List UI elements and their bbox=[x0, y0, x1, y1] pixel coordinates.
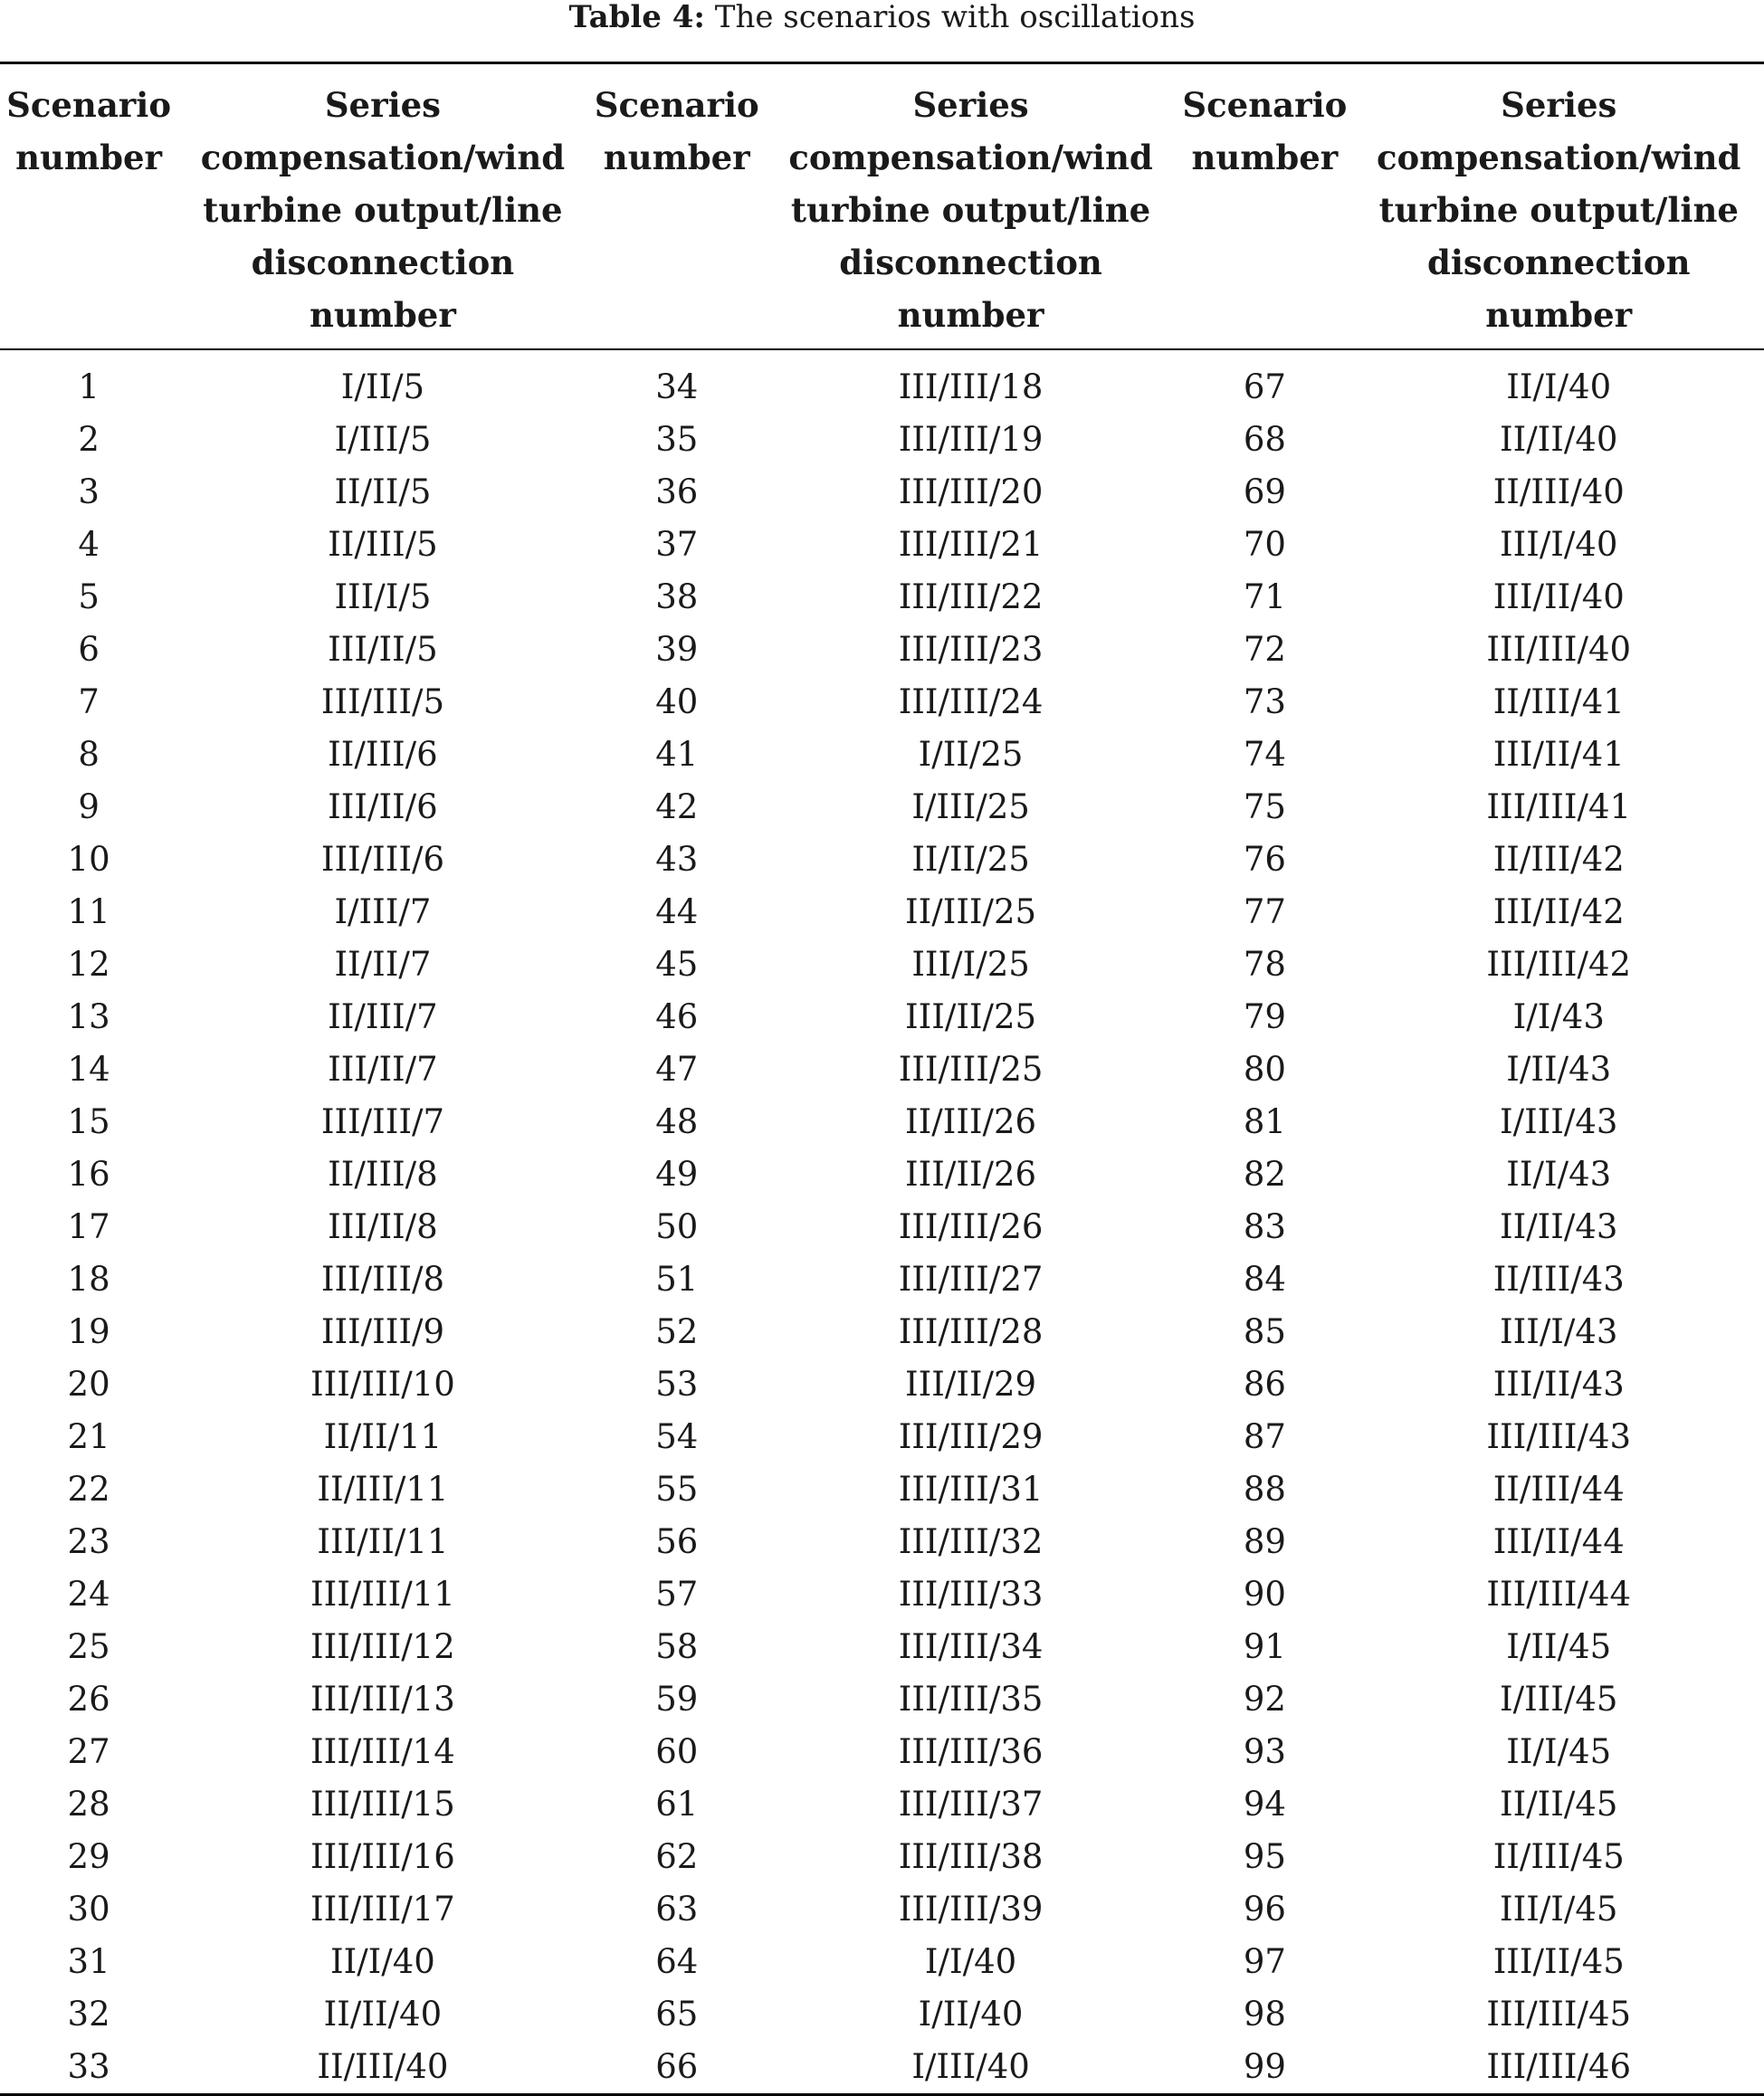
configuration-cell: II/III/11 bbox=[317, 1470, 449, 1509]
scenario-number-cell: 64 bbox=[655, 1942, 699, 1981]
scenario-number-cell: 76 bbox=[1243, 840, 1286, 879]
scenario-number-cell: 82 bbox=[1243, 1155, 1286, 1194]
table-caption bbox=[0, 0, 1764, 36]
table-row bbox=[0, 1253, 1764, 1306]
table-row bbox=[0, 1988, 1764, 2041]
header-series-compensation-1: Series compensation/wind turbine output/line disconnection number bbox=[200, 85, 566, 335]
table-row bbox=[0, 1673, 1764, 1726]
configuration-cell: II/III/6 bbox=[328, 735, 438, 774]
configuration-cell: I/II/43 bbox=[1506, 1050, 1612, 1089]
configuration-cell: III/III/19 bbox=[898, 420, 1044, 459]
configuration-cell: III/III/8 bbox=[320, 1260, 444, 1299]
scenario-number-cell: 4 bbox=[78, 525, 100, 564]
scenario-number-cell: 97 bbox=[1243, 1942, 1286, 1981]
scenario-number-cell: 62 bbox=[655, 1837, 699, 1876]
table-row bbox=[0, 1726, 1764, 1778]
scenario-number-cell: 75 bbox=[1243, 787, 1286, 826]
configuration-cell: III/II/43 bbox=[1492, 1365, 1625, 1404]
configuration-cell: II/III/42 bbox=[1492, 840, 1625, 879]
configuration-cell: III/III/26 bbox=[898, 1207, 1044, 1246]
scenario-number-cell: 30 bbox=[67, 1890, 110, 1929]
scenario-number-cell: 83 bbox=[1243, 1207, 1286, 1246]
configuration-cell: II/I/43 bbox=[1506, 1155, 1612, 1194]
table-row bbox=[0, 1568, 1764, 1621]
scenario-number-cell: 74 bbox=[1243, 735, 1286, 774]
scenario-number-cell: 14 bbox=[67, 1050, 110, 1089]
table-row bbox=[0, 466, 1764, 519]
configuration-cell: II/III/40 bbox=[317, 2047, 449, 2086]
configuration-cell: III/I/25 bbox=[911, 945, 1030, 984]
configuration-cell: III/III/32 bbox=[898, 1522, 1044, 1561]
table-row bbox=[0, 2041, 1764, 2095]
configuration-cell: II/III/26 bbox=[905, 1102, 1037, 1141]
scenario-number-cell: 1 bbox=[78, 367, 100, 406]
scenario-number-cell: 73 bbox=[1243, 682, 1286, 721]
configuration-cell: III/III/27 bbox=[898, 1260, 1044, 1299]
table-row bbox=[0, 1043, 1764, 1096]
configuration-cell: III/III/6 bbox=[320, 840, 444, 879]
configuration-cell: I/II/45 bbox=[1506, 1627, 1612, 1666]
scenario-number-cell: 55 bbox=[655, 1470, 699, 1509]
table-row bbox=[0, 729, 1764, 781]
scenario-number-cell: 42 bbox=[655, 787, 699, 826]
scenario-number-cell: 60 bbox=[655, 1732, 699, 1771]
configuration-cell: III/III/44 bbox=[1486, 1575, 1632, 1614]
scenario-number-cell: 17 bbox=[67, 1207, 110, 1246]
configuration-cell: II/III/45 bbox=[1492, 1837, 1625, 1876]
configuration-cell: III/III/33 bbox=[898, 1575, 1044, 1614]
configuration-cell: I/II/5 bbox=[340, 367, 425, 406]
scenario-number-cell: 79 bbox=[1243, 997, 1286, 1036]
scenario-number-cell: 69 bbox=[1243, 472, 1286, 511]
configuration-cell: III/II/26 bbox=[905, 1155, 1037, 1194]
table-row bbox=[0, 571, 1764, 624]
table-row bbox=[0, 1778, 1764, 1831]
configuration-cell: II/II/40 bbox=[323, 1995, 443, 2034]
table-row bbox=[0, 1358, 1764, 1411]
configuration-cell: III/III/45 bbox=[1486, 1995, 1632, 2034]
configuration-cell: I/III/5 bbox=[334, 420, 432, 459]
scenario-number-cell: 48 bbox=[655, 1102, 699, 1141]
scenario-number-cell: 56 bbox=[655, 1522, 699, 1561]
scenario-number-cell: 20 bbox=[67, 1365, 110, 1404]
configuration-cell: III/III/38 bbox=[898, 1837, 1044, 1876]
header-row bbox=[0, 63, 1764, 350]
scenario-number-cell: 88 bbox=[1243, 1470, 1286, 1509]
scenario-number-cell: 78 bbox=[1243, 945, 1286, 984]
scenario-number-cell: 77 bbox=[1243, 892, 1286, 931]
configuration-cell: II/II/45 bbox=[1499, 1785, 1618, 1824]
scenario-number-cell: 24 bbox=[67, 1575, 110, 1614]
configuration-cell: III/I/5 bbox=[334, 577, 432, 616]
scenario-number-cell: 18 bbox=[67, 1260, 110, 1299]
scenario-number-cell: 28 bbox=[67, 1785, 110, 1824]
table-row bbox=[0, 1411, 1764, 1463]
configuration-cell: III/III/35 bbox=[898, 1680, 1044, 1719]
scenario-number-cell: 34 bbox=[655, 367, 699, 406]
configuration-cell: III/II/6 bbox=[328, 787, 438, 826]
scenario-number-cell: 15 bbox=[67, 1102, 110, 1141]
scenario-number-cell: 52 bbox=[655, 1312, 699, 1351]
configuration-cell: III/III/18 bbox=[898, 367, 1044, 406]
configuration-cell: II/III/41 bbox=[1492, 682, 1625, 721]
configuration-cell: III/I/43 bbox=[1499, 1312, 1618, 1351]
scenario-number-cell: 29 bbox=[67, 1837, 110, 1876]
configuration-cell: I/II/40 bbox=[918, 1995, 1024, 2034]
scenario-number-cell: 93 bbox=[1243, 1732, 1286, 1771]
configuration-cell: III/III/22 bbox=[898, 577, 1044, 616]
table-row bbox=[0, 1621, 1764, 1673]
configuration-cell: III/II/45 bbox=[1492, 1942, 1625, 1981]
table-row bbox=[0, 1463, 1764, 1516]
scenario-number-cell: 37 bbox=[655, 525, 699, 564]
table-row bbox=[0, 1883, 1764, 1936]
table-row bbox=[0, 519, 1764, 571]
scenario-number-cell: 41 bbox=[655, 735, 699, 774]
configuration-cell: III/III/31 bbox=[898, 1470, 1044, 1509]
configuration-cell: II/I/40 bbox=[1506, 367, 1612, 406]
table-row bbox=[0, 781, 1764, 834]
scenario-number-cell: 10 bbox=[67, 840, 110, 879]
table-body bbox=[0, 349, 1764, 2095]
scenario-number-cell: 21 bbox=[67, 1417, 110, 1456]
scenario-number-cell: 89 bbox=[1243, 1522, 1286, 1561]
scenario-number-cell: 85 bbox=[1243, 1312, 1286, 1351]
scenario-number-cell: 92 bbox=[1243, 1680, 1286, 1719]
configuration-cell: I/I/40 bbox=[924, 1942, 1017, 1981]
configuration-cell: I/III/40 bbox=[911, 2047, 1030, 2086]
scenario-number-cell: 12 bbox=[67, 945, 110, 984]
scenario-number-cell: 54 bbox=[655, 1417, 699, 1456]
configuration-cell: III/III/7 bbox=[320, 1102, 444, 1141]
configuration-cell: III/II/42 bbox=[1492, 892, 1625, 931]
scenario-number-cell: 3 bbox=[78, 472, 100, 511]
scenario-number-cell: 47 bbox=[655, 1050, 699, 1089]
scenario-number-cell: 38 bbox=[655, 577, 699, 616]
configuration-cell: III/III/12 bbox=[310, 1627, 455, 1666]
scenario-number-cell: 57 bbox=[655, 1575, 699, 1614]
configuration-cell: I/III/7 bbox=[334, 892, 432, 931]
scenario-number-cell: 96 bbox=[1243, 1890, 1286, 1929]
configuration-cell: III/III/43 bbox=[1486, 1417, 1632, 1456]
configuration-cell: III/III/28 bbox=[898, 1312, 1044, 1351]
configuration-cell: III/II/40 bbox=[1492, 577, 1625, 616]
configuration-cell: II/III/40 bbox=[1492, 472, 1625, 511]
scenario-number-cell: 11 bbox=[67, 892, 110, 931]
scenario-number-cell: 32 bbox=[67, 1995, 110, 2034]
table-caption-label: Table 4: bbox=[568, 0, 705, 35]
scenario-number-cell: 33 bbox=[67, 2047, 110, 2086]
configuration-cell: III/III/24 bbox=[898, 682, 1044, 721]
configuration-cell: II/II/7 bbox=[334, 945, 432, 984]
configuration-cell: III/II/44 bbox=[1492, 1522, 1625, 1561]
scenario-number-cell: 87 bbox=[1243, 1417, 1286, 1456]
configuration-cell: III/III/16 bbox=[310, 1837, 455, 1876]
table-row bbox=[0, 1096, 1764, 1148]
table-row bbox=[0, 349, 1764, 414]
scenario-number-cell: 59 bbox=[655, 1680, 699, 1719]
table-row bbox=[0, 886, 1764, 938]
configuration-cell: III/III/40 bbox=[1486, 630, 1632, 669]
table-row bbox=[0, 1936, 1764, 1988]
scenario-number-cell: 72 bbox=[1243, 630, 1286, 669]
scenario-number-cell: 91 bbox=[1243, 1627, 1286, 1666]
scenario-number-cell: 58 bbox=[655, 1627, 699, 1666]
configuration-cell: II/II/11 bbox=[323, 1417, 443, 1456]
scenario-number-cell: 90 bbox=[1243, 1575, 1286, 1614]
configuration-cell: II/III/5 bbox=[328, 525, 438, 564]
configuration-cell: II/I/40 bbox=[329, 1942, 435, 1981]
configuration-cell: I/II/25 bbox=[918, 735, 1024, 774]
table-row bbox=[0, 1201, 1764, 1253]
configuration-cell: III/III/20 bbox=[898, 472, 1044, 511]
scenario-number-cell: 49 bbox=[655, 1155, 699, 1194]
scenario-number-cell: 36 bbox=[655, 472, 699, 511]
scenario-number-cell: 5 bbox=[78, 577, 100, 616]
scenario-number-cell: 86 bbox=[1243, 1365, 1286, 1404]
configuration-cell: III/III/41 bbox=[1486, 787, 1632, 826]
header-scenario-number-1: Scenario number bbox=[6, 85, 172, 177]
configuration-cell: II/III/25 bbox=[905, 892, 1037, 931]
configuration-cell: III/III/11 bbox=[310, 1575, 455, 1614]
table-row bbox=[0, 938, 1764, 991]
configuration-cell: III/III/46 bbox=[1486, 2047, 1632, 2086]
scenario-number-cell: 26 bbox=[67, 1680, 110, 1719]
configuration-cell: II/II/40 bbox=[1499, 420, 1618, 459]
header-series-compensation-2: Series compensation/wind turbine output/line disconnection number bbox=[788, 85, 1153, 335]
configuration-cell: III/III/42 bbox=[1486, 945, 1632, 984]
configuration-cell: II/III/7 bbox=[328, 997, 438, 1036]
scenario-number-cell: 31 bbox=[67, 1942, 110, 1981]
configuration-cell: III/III/17 bbox=[310, 1890, 455, 1929]
configuration-cell: II/II/5 bbox=[334, 472, 432, 511]
scenario-number-cell: 8 bbox=[78, 735, 100, 774]
scenario-number-cell: 46 bbox=[655, 997, 699, 1036]
configuration-cell: III/III/25 bbox=[898, 1050, 1044, 1089]
scenario-number-cell: 23 bbox=[67, 1522, 110, 1561]
scenario-number-cell: 39 bbox=[655, 630, 699, 669]
configuration-cell: III/III/9 bbox=[320, 1312, 444, 1351]
scenario-number-cell: 70 bbox=[1243, 525, 1286, 564]
scenario-number-cell: 81 bbox=[1243, 1102, 1286, 1141]
scenario-number-cell: 99 bbox=[1243, 2047, 1286, 2086]
configuration-cell: III/II/11 bbox=[317, 1522, 449, 1561]
configuration-cell: III/III/14 bbox=[310, 1732, 455, 1771]
table-row bbox=[0, 1306, 1764, 1358]
scenario-number-cell: 44 bbox=[655, 892, 699, 931]
configuration-cell: II/II/25 bbox=[911, 840, 1030, 879]
scenario-number-cell: 65 bbox=[655, 1995, 699, 2034]
header-scenario-number-3: Scenario number bbox=[1182, 85, 1348, 177]
scenario-number-cell: 40 bbox=[655, 682, 699, 721]
scenario-number-cell: 80 bbox=[1243, 1050, 1286, 1089]
configuration-cell: I/III/25 bbox=[911, 787, 1030, 826]
configuration-cell: I/III/43 bbox=[1499, 1102, 1618, 1141]
configuration-cell: III/III/5 bbox=[320, 682, 444, 721]
configuration-cell: III/III/15 bbox=[310, 1785, 455, 1824]
configuration-cell: III/I/40 bbox=[1499, 525, 1618, 564]
configuration-cell: III/II/7 bbox=[328, 1050, 438, 1089]
configuration-cell: III/III/34 bbox=[898, 1627, 1044, 1666]
configuration-cell: II/II/43 bbox=[1499, 1207, 1618, 1246]
scenario-number-cell: 50 bbox=[655, 1207, 699, 1246]
scenario-number-cell: 35 bbox=[655, 420, 699, 459]
configuration-cell: III/I/45 bbox=[1499, 1890, 1618, 1929]
scenario-number-cell: 13 bbox=[67, 997, 110, 1036]
scenario-number-cell: 43 bbox=[655, 840, 699, 879]
scenario-number-cell: 22 bbox=[67, 1470, 110, 1509]
configuration-cell: III/III/21 bbox=[898, 525, 1044, 564]
scenario-number-cell: 98 bbox=[1243, 1995, 1286, 2034]
table-row bbox=[0, 1148, 1764, 1201]
scenario-number-cell: 19 bbox=[67, 1312, 110, 1351]
header-scenario-number-2: Scenario number bbox=[594, 85, 759, 177]
table-row bbox=[0, 834, 1764, 886]
configuration-cell: II/I/45 bbox=[1506, 1732, 1612, 1771]
scenario-number-cell: 71 bbox=[1243, 577, 1286, 616]
scenario-number-cell: 53 bbox=[655, 1365, 699, 1404]
table-row bbox=[0, 676, 1764, 729]
configuration-cell: II/III/43 bbox=[1492, 1260, 1625, 1299]
scenario-number-cell: 95 bbox=[1243, 1837, 1286, 1876]
table-row bbox=[0, 414, 1764, 466]
scenario-number-cell: 16 bbox=[67, 1155, 110, 1194]
scenario-number-cell: 6 bbox=[78, 630, 100, 669]
configuration-cell: I/III/45 bbox=[1499, 1680, 1618, 1719]
configuration-cell: III/III/23 bbox=[898, 630, 1044, 669]
scenario-number-cell: 63 bbox=[655, 1890, 699, 1929]
configuration-cell: II/III/8 bbox=[328, 1155, 438, 1194]
table-caption-text: The scenarios with oscillations bbox=[714, 0, 1196, 35]
configuration-cell: III/III/36 bbox=[898, 1732, 1044, 1771]
configuration-cell: III/III/29 bbox=[898, 1417, 1044, 1456]
configuration-cell: II/III/44 bbox=[1492, 1470, 1625, 1509]
table-row bbox=[0, 1831, 1764, 1883]
scenario-number-cell: 66 bbox=[655, 2047, 699, 2086]
header-series-compensation-3: Series compensation/wind turbine output/line disconnection number bbox=[1377, 85, 1741, 335]
table-row bbox=[0, 991, 1764, 1043]
scenario-number-cell: 27 bbox=[67, 1732, 110, 1771]
scenario-number-cell: 84 bbox=[1243, 1260, 1286, 1299]
configuration-cell: III/II/41 bbox=[1492, 735, 1625, 774]
scenario-number-cell: 68 bbox=[1243, 420, 1286, 459]
scenarios-table bbox=[0, 62, 1764, 2096]
configuration-cell: III/III/37 bbox=[898, 1785, 1044, 1824]
scenario-number-cell: 2 bbox=[78, 420, 100, 459]
scenario-number-cell: 51 bbox=[655, 1260, 699, 1299]
scenario-number-cell: 9 bbox=[78, 787, 100, 826]
scenario-number-cell: 7 bbox=[78, 682, 100, 721]
configuration-cell: III/III/10 bbox=[310, 1365, 455, 1404]
configuration-cell: III/III/39 bbox=[898, 1890, 1044, 1929]
table-row bbox=[0, 1516, 1764, 1568]
scenario-number-cell: 25 bbox=[67, 1627, 110, 1666]
table-header bbox=[0, 63, 1764, 350]
configuration-cell: III/III/13 bbox=[310, 1680, 455, 1719]
configuration-cell: I/I/43 bbox=[1512, 997, 1605, 1036]
configuration-cell: III/II/8 bbox=[328, 1207, 438, 1246]
scenario-number-cell: 61 bbox=[655, 1785, 699, 1824]
configuration-cell: III/II/29 bbox=[905, 1365, 1037, 1404]
configuration-cell: III/II/5 bbox=[328, 630, 438, 669]
scenario-number-cell: 94 bbox=[1243, 1785, 1286, 1824]
configuration-cell: III/II/25 bbox=[905, 997, 1037, 1036]
table-row bbox=[0, 624, 1764, 676]
scenario-number-cell: 67 bbox=[1243, 367, 1286, 406]
scenario-number-cell: 45 bbox=[655, 945, 699, 984]
